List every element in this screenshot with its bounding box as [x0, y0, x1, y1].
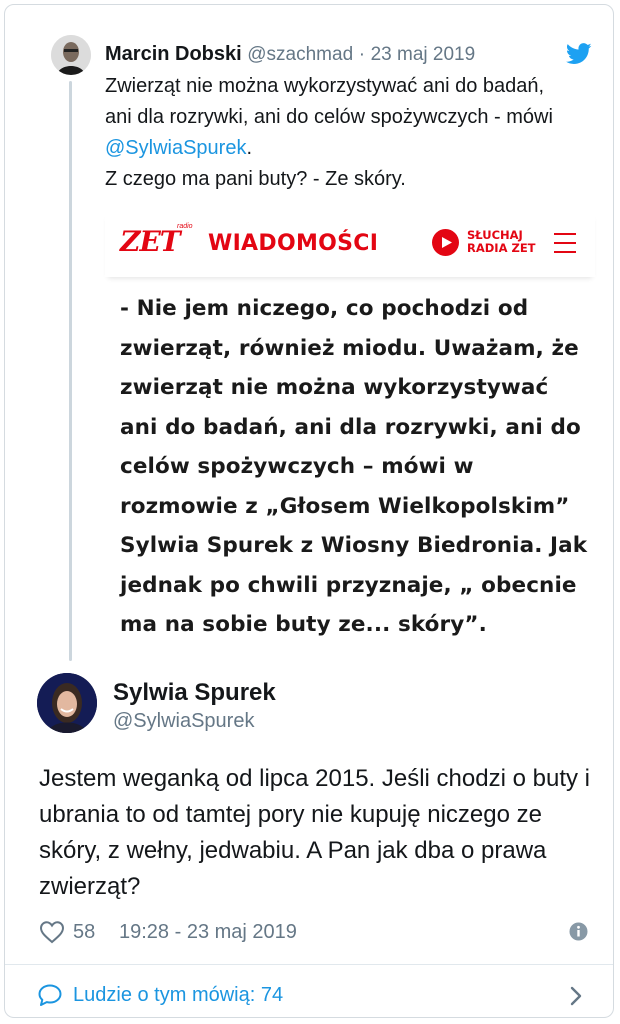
- twitter-bird-icon[interactable]: [566, 43, 592, 65]
- tweet-text-part: Zwierząt nie można wykorzystywać ani do badań, ani dla rozrywki, ani do celów spożywczych - mówi: [105, 75, 553, 128]
- tweet-header: [105, 43, 475, 66]
- chevron-right-icon[interactable]: [569, 985, 583, 1007]
- like-count[interactable]: 58: [73, 921, 96, 943]
- thread-line: [69, 81, 72, 661]
- listen-label: [467, 229, 536, 255]
- avatar[interactable]: [37, 673, 97, 733]
- play-icon: [432, 229, 459, 256]
- listen-line-1: SŁUCHAJ: [467, 228, 523, 242]
- divider: [5, 964, 613, 965]
- tweet-text-part: .: [246, 137, 253, 159]
- heart-icon[interactable]: [39, 920, 65, 944]
- radio-zet-header: [105, 211, 595, 277]
- separator-dot: ·: [358, 44, 366, 65]
- avatar[interactable]: [51, 35, 91, 75]
- conversation-link[interactable]: [37, 981, 587, 1011]
- tweet-date[interactable]: 23 maj 2019: [370, 44, 476, 65]
- hamburger-menu-icon: [554, 233, 576, 253]
- listen-line-2: RADIA ZET: [467, 241, 536, 255]
- author-handle[interactable]: @szachmad: [247, 44, 354, 65]
- embedded-image[interactable]: [105, 211, 595, 649]
- section-title: WIADOMOŚCI: [208, 231, 379, 256]
- info-icon[interactable]: [569, 922, 588, 941]
- tweet-text: [105, 71, 575, 195]
- people-talking-label[interactable]: Ludzie o tym mówią: 74: [73, 984, 284, 1006]
- article-quote: - Nie jem niczego, co pochodzi od zwierząt, również miodu. Uważam, że zwierząt nie można wykorzystywać ani do badań, ani dla rozrywki, ani do celów spożywczych – mówi w rozmowie z „Głosem Wielkopolskim” Sylwia Spurek z Wiosny Biedronia. Jak jednak po chwili przyznaje, „ obecnie ma na sobie buty ze... skóry”.: [120, 296, 588, 637]
- speech-bubble-icon: [37, 983, 63, 1007]
- author-name[interactable]: Marcin Dobski: [105, 43, 242, 65]
- mention-link[interactable]: @SylwiaSpurek: [105, 137, 247, 159]
- tweet-meta: [39, 918, 595, 948]
- radio-zet-logo: ZET: [120, 225, 180, 258]
- author-name[interactable]: Sylwia Spurek: [113, 679, 276, 706]
- author-handle[interactable]: @SylwiaSpurek: [113, 710, 255, 732]
- quoted-tweet[interactable]: [5, 5, 613, 665]
- tweet-text: Jestem weganką od lipca 2015. Jeśli chodzi o buty i ubrania to od tamtej pory nie kupuję niczego ze skóry, z wełny, jedwabiu. A Pan jak dba o prawa zwierząt?: [39, 765, 590, 900]
- tweet-timestamp[interactable]: 19:28 - 23 maj 2019: [119, 921, 297, 943]
- tweet-text-line2: Z czego ma pani buty? - Ze skóry.: [105, 168, 406, 190]
- logo-small-text: radio: [177, 223, 193, 230]
- tweet-card: [4, 4, 614, 1018]
